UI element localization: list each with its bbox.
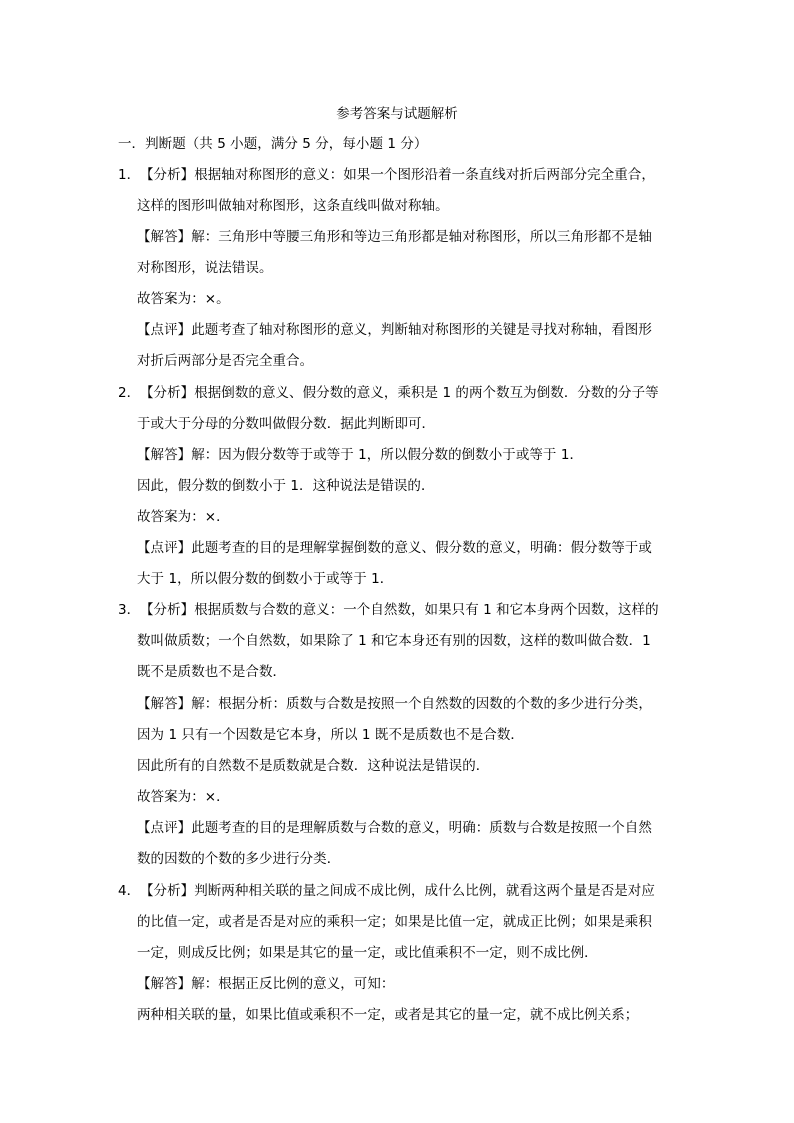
question-3-analysis-line-2: 数叫做质数；一个自然数，如果除了 1 和它本身还有别的因数，这样的数叫做合数．1 <box>137 633 651 649</box>
page-title: 参考答案与试题解析 <box>336 106 458 122</box>
section-heading: 一．判断题（共 5 小题，满分 5 分，每小题 1 分） <box>118 136 428 152</box>
question-4-analysis-line-2: 的比值一定，或者是否是对应的乘积一定；如果是比值一定，就成正比例；如果是乘积 <box>137 914 652 930</box>
question-1-number: 1． <box>118 167 141 183</box>
question-2-analysis-line-1 <box>118 383 659 403</box>
question-2-comment-line-2: 大于 1，所以假分数的倒数小于或等于 1． <box>137 571 394 587</box>
question-1-solution-line-1: 【解答】解：三角形中等腰三角形和等边三角形都是轴对称图形，所以三角形都不是轴 <box>137 229 652 245</box>
question-1-answer: 故答案为：×。 <box>137 291 230 307</box>
question-1-comment-line-1: 【点评】此题考查了轴对称图形的意义，判断轴对称图形的关键是寻找对称轴，看图形 <box>137 322 652 338</box>
question-3-analysis-line-3: 既不是质数也不是合数． <box>137 664 287 680</box>
question-2-answer: 故答案为：×． <box>137 509 230 525</box>
question-1-analysis-line-2: 这样的图形叫做轴对称图形，这条直线叫做对称轴。 <box>137 198 449 214</box>
question-2-analysis-text-1: 【分析】根据倒数的意义、假分数的意义，乘积是 1 的两个数互为倒数．分数的分子等 <box>140 385 659 401</box>
question-3-analysis-line-1 <box>118 600 659 620</box>
question-2-solution-line-1: 【解答】解：因为假分数等于或等于 1，所以假分数的倒数小于或等于 1． <box>137 447 584 463</box>
question-1-analysis-text-1: 【分析】根据轴对称图形的意义：如果一个图形沿着一条直线对折后两部分完全重合， <box>140 167 655 183</box>
question-4-solution-line-2: 两种相关联的量，如果比值或乘积不一定，或者是其它的量一定，就不成比例关系； <box>137 1007 639 1023</box>
question-4-analysis-line-3: 一定，则成反比例；如果是其它的量一定，或比值乘积不一定，则不成比例． <box>137 945 598 961</box>
question-1-solution-line-2: 对称图形，说法错误。 <box>137 260 273 276</box>
question-4-number: 4． <box>118 883 141 899</box>
question-2-analysis-line-2: 于或大于分母的分数叫做假分数．据此判断即可． <box>137 416 436 432</box>
question-3-comment-line-2: 数的因数的个数的多少进行分类． <box>137 851 341 867</box>
question-3-comment-line-1: 【点评】此题考查的目的是理解质数与合数的意义，明确：质数与合数是按照一个自然 <box>137 820 652 836</box>
question-2-solution-line-2: 因此，假分数的倒数小于 1．这种说法是错误的． <box>137 478 435 494</box>
question-2-comment-line-1: 【点评】此题考查的目的是理解掌握倒数的意义、假分数的意义，明确：假分数等于或 <box>137 540 652 556</box>
question-1-analysis-line-1 <box>118 165 655 185</box>
question-4-solution-line-1: 【解答】解：根据正反比例的意义，可知： <box>137 976 395 992</box>
question-3-solution-line-2: 因为 1 只有一个因数是它本身，所以 1 既不是质数也不是合数． <box>137 727 524 743</box>
question-3-number: 3． <box>118 602 141 618</box>
question-4-analysis-text-1: 【分析】判断两种相关联的量之间成不成比例，成什么比例，就看这两个量是否是对应 <box>140 883 655 899</box>
question-3-analysis-text-1: 【分析】根据质数与合数的意义：一个自然数，如果只有 1 和它本身两个因数，这样的 <box>140 602 659 618</box>
question-2-number: 2． <box>118 385 141 401</box>
question-3-answer: 故答案为：×． <box>137 789 230 805</box>
question-4-analysis-line-1 <box>118 881 655 901</box>
question-1-comment-line-2: 对折后两部分是否完全重合。 <box>137 353 314 369</box>
question-3-solution-line-1: 【解答】解：根据分析：质数与合数是按照一个自然数的因数的个数的多少进行分类， <box>137 696 652 712</box>
question-3-solution-line-3: 因此所有的自然数不是质数就是合数．这种说法是错误的． <box>137 758 490 774</box>
